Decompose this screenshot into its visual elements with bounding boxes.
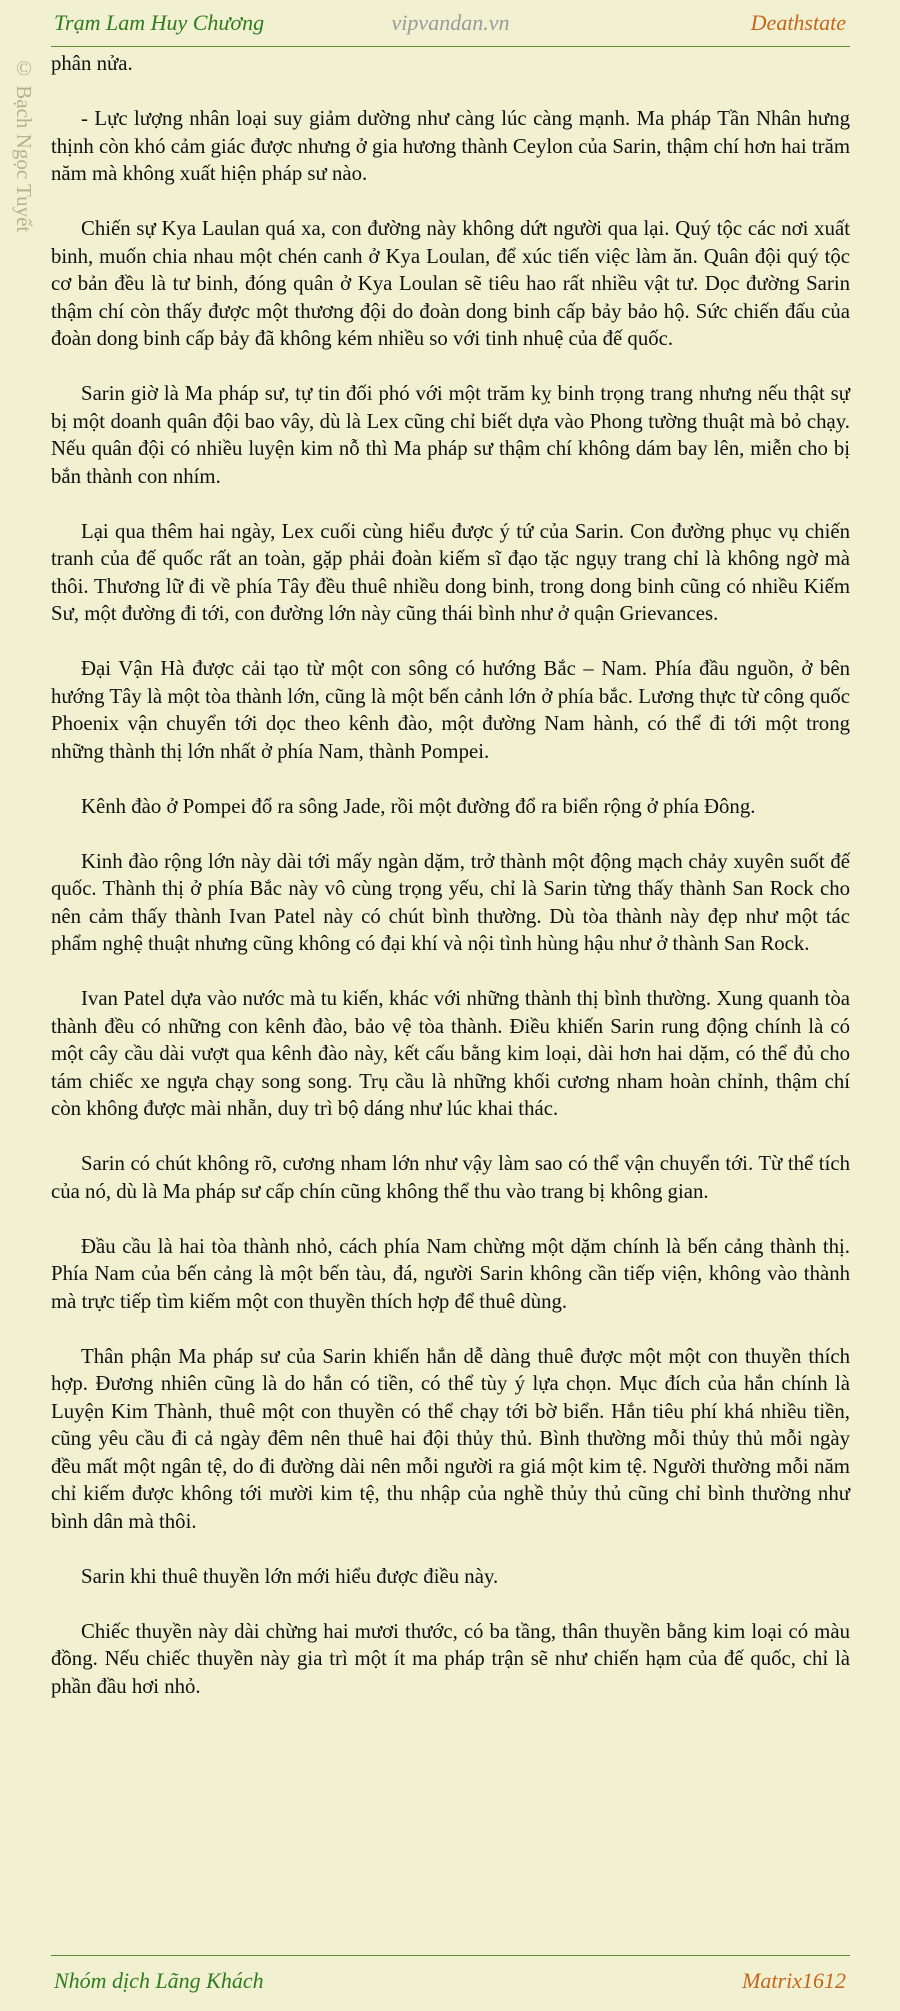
paragraph: Kinh đào rộng lớn này dài tới mấy ngàn dặm, trở thành một động mạch chảy xuyên suốt đế quốc. Thành thị ở phía Bắc này vô cùng trọng yếu, chỉ là Sarin từng thấy thành San Rock cho nên cảm thấy thành Ivan Patel này có chút bình thường. Dù tòa thành này đẹp như một tác phẩm nghệ thuật nhưng cũng không có đại khí và nội tình hùng hậu như ở thành San Rock. [51,849,850,955]
copyright-watermark [12,56,36,266]
paragraph: Đầu cầu là hai tòa thành nhỏ, cách phía Nam chừng một dặm chính là bến cảng thành thị. Phía Nam của bến cảng là một bến tàu, đá, người Sarin không cần tiếp viện, không vào thành mà trực tiếp tìm kiếm một con thuyền thích hợp để thuê dùng. [51,1234,850,1313]
page-footer [51,1955,850,2011]
paragraph: Ivan Patel dựa vào nước mà tu kiến, khác với những thành thị bình thường. Xung quanh tòa thành đều có những con kênh đào, bảo vệ tòa thành. Điều khiến Sarin rung động chính là có một cây cầu dài vượt qua kênh đào này, kết cấu bằng kim loại, dài hơn hai dặm, có thể đủ cho tám chiếc xe ngựa chạy song song. Trụ cầu là những khối cương nham hoàn chỉnh, thậm chí còn không được mài nhẵn, duy trì bộ dáng như lúc khai thác. [51,987,850,1120]
paragraph: Lại qua thêm hai ngày, Lex cuối cùng hiểu được ý tứ của Sarin. Con đường phục vụ chiến tranh của đế quốc rất an toàn, gặp phải đoàn kiếm sĩ đạo tặc ngụy trang chỉ là không ngờ mà thôi. Thương lữ đi về phía Tây đều thuê nhiều dong binh, trong dong binh cũng có nhiều Kiếm Sư, một đường đi tới, con đường lớn này cũng thái bình như ở quận Grievances. [51,519,850,625]
paragraph: phân nửa. [51,52,133,75]
header-translator-group: Trạm Lam Huy Chương [54,10,265,35]
paragraph: Sarin khi thuê thuyền lớn mới hiểu được điều này. [81,1564,499,1588]
paragraph: Đại Vận Hà được cải tạo từ một con sông có hướng Bắc – Nam. Phía đầu nguồn, ở bên hướng Tây là một tòa thành lớn, cũng là một bến cảnh lớn ở phía bắc. Lương thực từ công quốc Phoenix vận chuyển tới dọc theo kênh đào, một đường Nam hành, có thể đi tới một trong những thành thị lớn nhất ở phía Nam, thành Pompei. [51,657,850,763]
watermark-text: © Bạch Ngọc Tuyết [12,56,36,233]
footer-editor: Matrix1612 [742,1968,846,1993]
footer-translator-group: Nhóm dịch Lãng Khách [54,1968,264,1993]
chapter-text [51,50,850,1728]
paragraph: Chiến sự Kya Laulan quá xa, con đường này không dứt người qua lại. Quý tộc các nơi xuất binh, muốn chia nhau một chén canh ở Kya Loulan, để xúc tiến việc làm ăn. Quân đội quý tộc cơ bản đều là tư binh, đóng quân ở Kya Loulan sẽ tiêu hao rất nhiều vật tư. Dọc đường Sarin thậm chí còn thấy được một thương đội do đoàn dong binh cấp bảy bảo hộ. Sức chiến đấu của đoàn dong binh cấp bảy đã không kém nhiều so với tinh nhuệ của đế quốc. [51,217,850,350]
paragraph: Chiếc thuyền này dài chừng hai mươi thước, có ba tầng, thân thuyền bằng kim loại có màu đồng. Nếu chiếc thuyền này gia trì một ít ma pháp trận sẽ như chiến hạm của đế quốc, chỉ là phần đầu hơi nhỏ. [51,1619,850,1698]
page-header [51,0,850,47]
header-author: Deathstate [750,10,846,35]
paragraph: Sarin giờ là Ma pháp sư, tự tin đối phó với một trăm kỵ binh trọng trang nhưng nếu thật sự bị một doanh quân đội bao vây, dù là Lex cũng chỉ biết dựa vào Phong tường thuật mà bỏ chạy. Nếu quân đội có nhiều luyện kim nỗ thì Ma pháp sư thậm chí không dám bay lên, miễn cho bị bắn thành con nhím. [51,382,850,488]
paragraph: Sarin có chút không rõ, cương nham lớn như vậy làm sao có thể vận chuyển tới. Từ thể tích của nó, dù là Ma pháp sư cấp chín cũng không thể thu vào trang bị không gian. [51,1152,850,1203]
paragraph: - Lực lượng nhân loại suy giảm dường như càng lúc càng mạnh. Ma pháp Tần Nhân hưng thịnh còn khó cảm giác được nhưng ở gia hương thành Ceylon của Sarin, thậm chí hơn hai trăm năm mà không xuất hiện pháp sư nào. [51,107,850,185]
paragraph: Kênh đào ở Pompei đổ ra sông Jade, rồi một đường đổ ra biển rộng ở phía Đông. [81,794,756,818]
paragraph: Thân phận Ma pháp sư của Sarin khiến hắn dễ dàng thuê được một một con thuyền thích hợp. Đương nhiên cũng là do hắn có tiền, có thể tùy ý lựa chọn. Mục đích của hắn chính là Luyện Kim Thành, thuê một con thuyền có thể chạy tới bờ biển. Hắn tiêu phí khá nhiều tiền, cũng yêu cầu đi cả ngày đêm nên thuê hai đội thủy thủ. Bình thường mỗi thủy thủ mỗi ngày đều mất một ngân tệ, do đi đường dài nên mỗi người ra giá một kim tệ. Người thường mỗi năm chỉ kiếm được không tới mười kim tệ, thu nhập của nghề thủy thủ cũng chỉ bình thường như bình dân mà thôi. [51,1344,850,1533]
header-site-name: vipvandan.vn [391,10,510,35]
